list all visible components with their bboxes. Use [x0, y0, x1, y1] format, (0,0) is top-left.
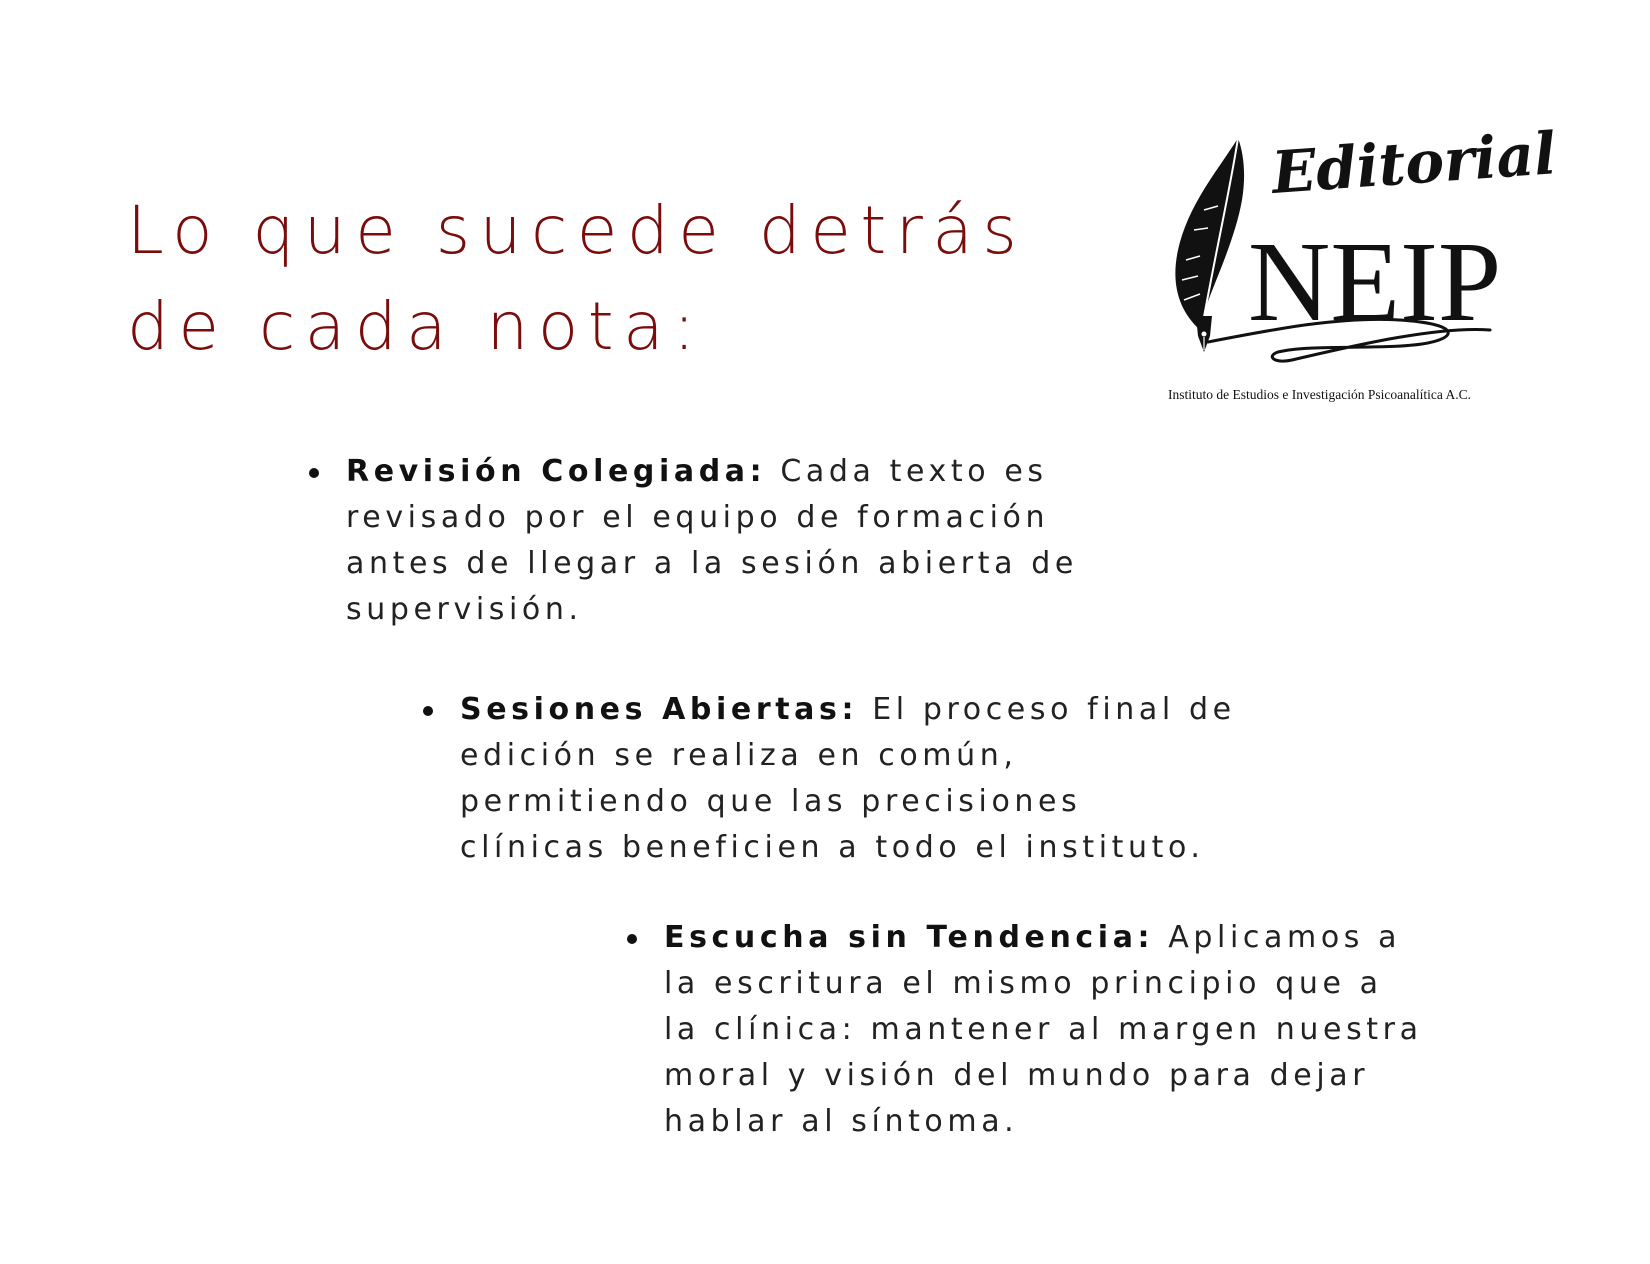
- item-line: moral y visión del mundo para dejar: [664, 1058, 1370, 1093]
- item-line: la clínica: mantener al margen nuestra: [664, 1012, 1423, 1047]
- item-line: [460, 687, 1236, 733]
- item-text: El proceso final de: [858, 692, 1236, 727]
- editorial-neip-logo: [1160, 119, 1559, 420]
- item-line: revisado por el equipo de formación: [346, 500, 1050, 535]
- logo-caption: Instituto de Estudios e Investigación Psicoanalítica A.C.: [1168, 387, 1471, 402]
- title-line: de cada nota:: [127, 288, 705, 365]
- item-line: la escritura el mismo principio que a: [664, 966, 1383, 1001]
- item-line: hablar al síntoma.: [664, 1104, 1019, 1139]
- bullet-icon: [423, 706, 433, 716]
- item-line: supervisión.: [346, 592, 583, 627]
- bullet-icon: [627, 934, 637, 944]
- item-heading: Revisión Colegiada:: [346, 454, 767, 489]
- bullet-icon: [309, 468, 319, 478]
- item-heading: Escucha sin Tendencia:: [664, 920, 1155, 955]
- list-item: [664, 915, 1423, 1145]
- list-item: [346, 449, 1078, 633]
- item-line: [346, 449, 1078, 495]
- list-item: [460, 687, 1236, 871]
- item-heading: Sesiones Abiertas:: [460, 692, 859, 727]
- item-line: antes de llegar a la sesión abierta de: [346, 546, 1078, 581]
- item-text: Cada texto es: [766, 454, 1048, 489]
- item-line: edición se realiza en común,: [460, 738, 1018, 773]
- logo-wordmark: NEIP: [1248, 218, 1502, 345]
- item-line: permitiendo que las precisiones: [460, 784, 1082, 819]
- logo-script-text: Editorial: [1269, 119, 1559, 207]
- title-line: Lo que sucede detrás: [127, 192, 1027, 269]
- item-line: clínicas beneficien a todo el instituto.: [460, 830, 1205, 865]
- item-text: Aplicamos a: [1154, 920, 1402, 955]
- page-title: [127, 183, 1026, 375]
- item-line: [664, 915, 1423, 961]
